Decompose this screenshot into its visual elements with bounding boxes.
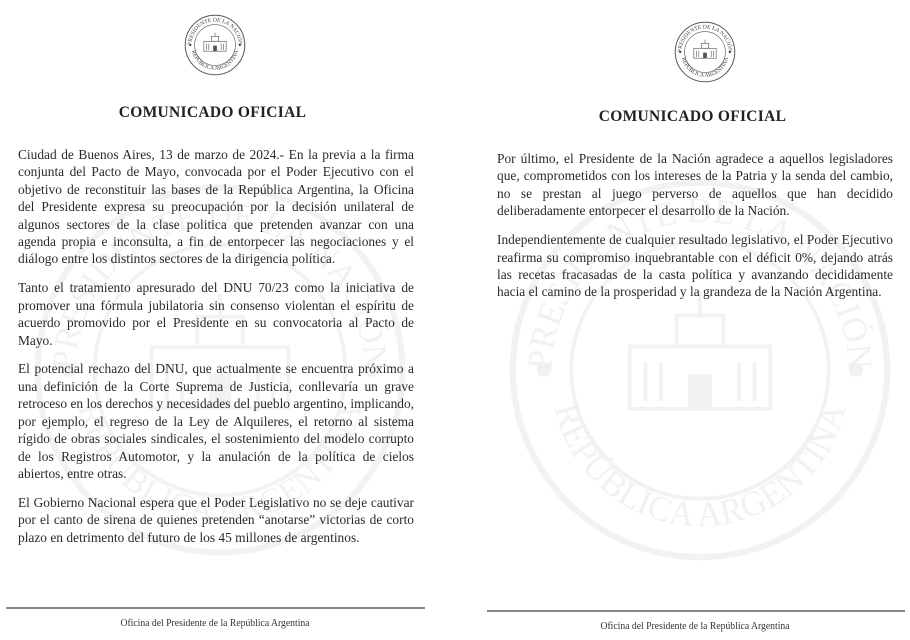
paragraph: El potencial rechazo del DNU, que actualmente se encuentra próximo a una definición de la Corte Suprema de Justicia, conllevaría un grave retroceso en los derechos y necesidades del pueblo argentino, implicando, por ejemplo, el regreso de la Ley de Alquileres, el retorno al sistema rígido de obras sociales sindicales, el sostenimiento del modelo corrupto de los Registros Automotor, y la anulación de la política de cielos abiertos, entre otras. [18,361,414,481]
page-title: COMUNICADO OFICIAL [598,108,787,125]
document-body [18,146,414,558]
footer-divider [487,610,905,612]
paragraph: Tanto el tratamiento apresurado del DNU 70/23 como la iniciativa de promover una fórmula jubilatoria sin consenso violentan el espíritu de acuerdo promovido por el Presidente en su convocatoria al Pacto de Mayo. [18,280,414,348]
document-page-2 [465,0,910,640]
paragraph: Independientemente de cualquier resultado legislativo, el Poder Ejecutivo reafirma su compromiso inquebrantable con el déficit 0%, dejando atrás las recetas fracasadas de la casta política y avanzando decididamente hacia el camino de la prosperidad y la grandeza de la Nación Argentina. [497,232,893,300]
document-body [497,150,893,312]
paragraph: Por último, el Presidente de la Nación agradece a aquellos legisladores que, comprometidos con los intereses de la Patria y la senda del cambio, no se prestan al juego perverso de aquellos que han decidido deliberadamente entorpecer el desarrollo de la Nación. [497,151,893,219]
paragraph: El Gobierno Nacional espera que el Poder Legislativo no se deje cautivar por el canto de sirena de quienes pretenden “anotarse” victorias de corto plazo en detrimento del futuro de los 45 millones de argentinos. [18,494,414,545]
presidential-seal-logo [184,14,246,76]
footer-text: Oficina del Presidente de la República Argentina [600,620,790,632]
paragraph: Ciudad de Buenos Aires, 13 de marzo de 2024.- En la previa a la firma conjunta del Pacto de Mayo, convocada por el Poder Ejecutivo con el objetivo de reconstituir las bases de la República Argentina, la Oficina del Presidente expresa su preocupación por la decisión unilateral de algunos sectores de la clase politica que pretenden avanzar con una agenda propia e inconsulta, a fin de entorpecer las negociaciones y el diálogo entre los distintos sectores de la dirigencia política. [18,147,414,267]
footer-text: Oficina del Presidente de la República Argentina [120,617,310,629]
page-title: COMUNICADO OFICIAL [118,104,307,121]
footer-divider [6,607,425,609]
presidential-seal-logo [674,21,736,83]
